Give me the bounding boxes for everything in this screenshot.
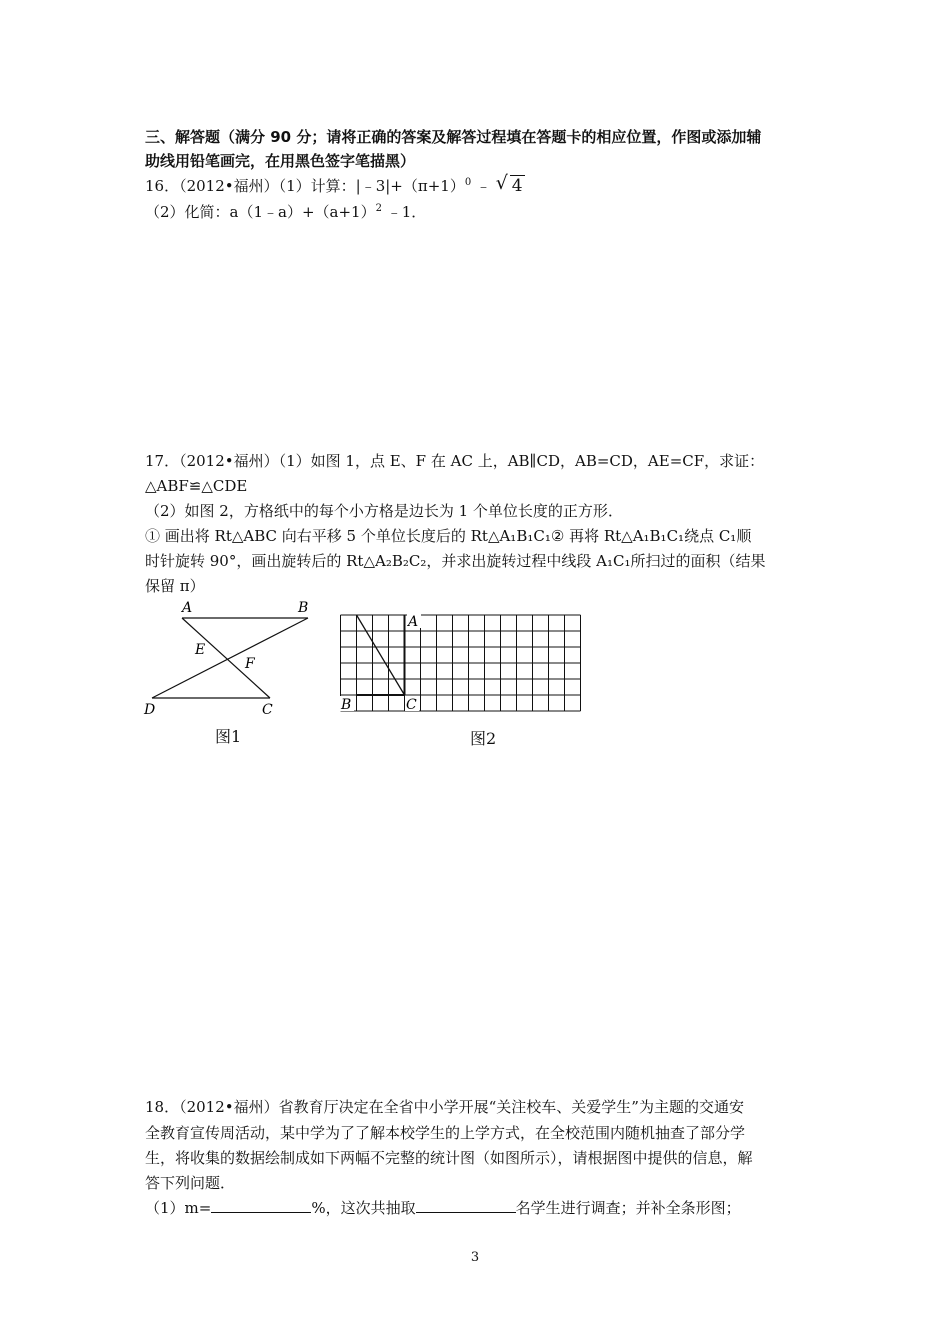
fig1-label-e: E bbox=[195, 642, 206, 658]
segment-ca bbox=[182, 618, 270, 698]
section-title-line2: 助线用铅笔画完，在用黑色签字笔描黑） bbox=[145, 152, 416, 170]
q18-line5 bbox=[145, 1198, 741, 1218]
q16-line2-suffix: ﹣1． bbox=[386, 203, 427, 221]
fig2-label-c: C bbox=[406, 697, 417, 713]
q17-line5: 时针旋转 90°，画出旋转后的 Rt△A₂B₂C₂，并求出旋转过程中线段 A₁C₁所扫过的面积（结果 bbox=[145, 552, 766, 570]
segment-ba bbox=[357, 615, 405, 695]
q18-line2: 全教育宣传周活动，某中学为了了解本校学生的上学方式，在全校范围内随机抽查了部分学 bbox=[145, 1124, 746, 1142]
q18-m-label: （1）m= bbox=[145, 1199, 212, 1217]
figure-2 bbox=[336, 609, 582, 713]
fig1-label-b: B bbox=[298, 600, 309, 616]
fig1-label-f: F bbox=[245, 656, 255, 672]
q17-line3: （2）如图 2，方格纸中的每个小方格是边长为 1 个单位长度的正方形． bbox=[145, 502, 623, 520]
q17-line2: △ABF≌△CDE bbox=[145, 477, 248, 495]
fig1-label-d: D bbox=[144, 702, 156, 718]
fig1-label-a: A bbox=[182, 600, 193, 616]
q17-line4: ① 画出将 Rt△ABC 向右平移 5 个单位长度后的 Rt△A₁B₁C₁② 再将 Rt△A₁B₁C₁绕点 C₁顺 bbox=[145, 527, 752, 545]
q16-line2 bbox=[145, 202, 426, 222]
q17-line1: 17．（2012•福州）（1）如图 1，点 E、F 在 AC 上，AB∥CD，AB=CD，AE=CF，求证： bbox=[145, 452, 765, 470]
q16-line1-text: 16．（2012•福州）（1）计算：|﹣3|+（π+1） bbox=[145, 177, 465, 195]
q18-count-label: %，这次共抽取 bbox=[311, 1199, 416, 1217]
sqrt-radicand: 4 bbox=[511, 176, 523, 196]
figure-1 bbox=[140, 598, 320, 720]
q17-line6: 保留 π） bbox=[145, 577, 205, 595]
section-title-line1: 三、解答题（满分 90 分；请将正确的答案及解答过程填在答题卡的相应位置，作图或添加辅 bbox=[145, 128, 762, 146]
sqrt-icon: √ 4 bbox=[495, 172, 523, 196]
q18-line3: 生，将收集的数据绘制成如下两幅不完整的统计图（如图所示），请根据图中提供的信息，解 bbox=[145, 1149, 753, 1167]
m-answer-blank[interactable] bbox=[211, 1198, 311, 1213]
fig2-label-a: A bbox=[408, 614, 419, 630]
q18-line1: 18．（2012•福州）省教育厅决定在全省中小学开展“关注校车、关爱学生”为主题的交通安 bbox=[145, 1098, 744, 1116]
figure-1-caption: 图1 bbox=[215, 727, 242, 746]
figure-2-caption: 图2 bbox=[470, 729, 497, 748]
q18-line4: 答下列问题． bbox=[145, 1174, 236, 1192]
page-number: 3 bbox=[470, 1250, 480, 1265]
fig1-label-c: C bbox=[262, 702, 273, 718]
q16-minus: ﹣ bbox=[476, 177, 492, 195]
count-answer-blank[interactable] bbox=[416, 1198, 516, 1213]
q16-exponent-2: 2 bbox=[375, 203, 382, 214]
fig2-label-b: B bbox=[341, 697, 352, 713]
q18-line5-suffix: 名学生进行调查；并补全条形图； bbox=[515, 1199, 741, 1217]
q16-line1 bbox=[145, 172, 525, 196]
segment-bd bbox=[152, 618, 308, 698]
q16-line2-text: （2）化简：a（1﹣a）+（a+1） bbox=[145, 203, 376, 221]
q16-exponent-0: 0 bbox=[464, 177, 472, 188]
grid-lines bbox=[341, 615, 581, 711]
